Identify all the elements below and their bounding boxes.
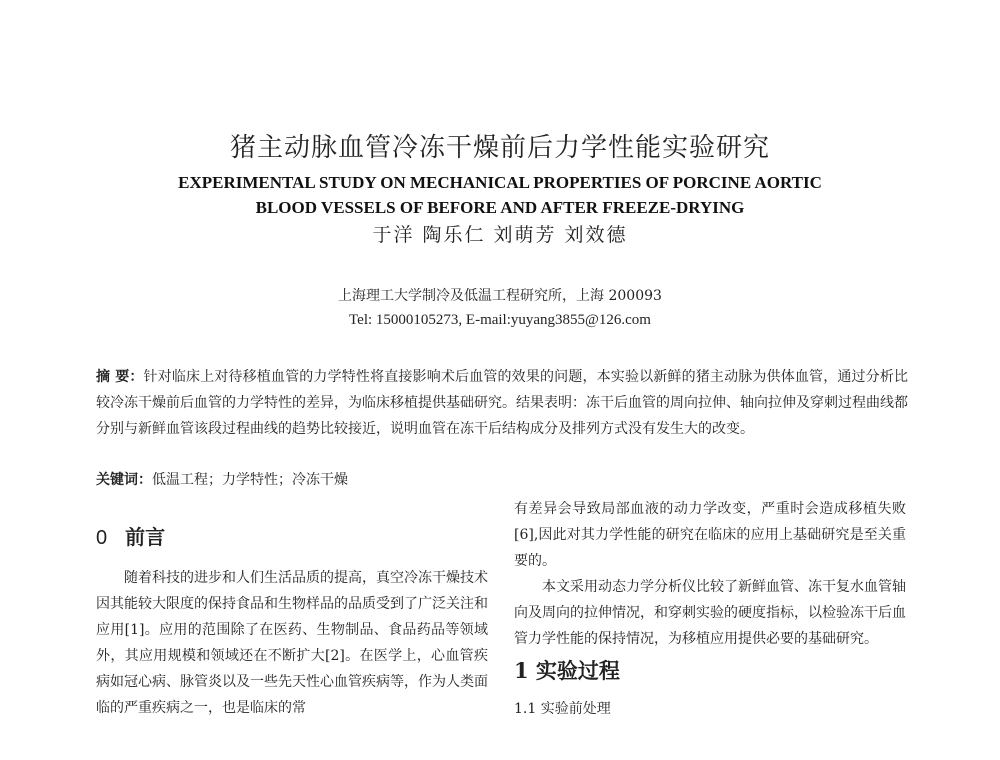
right-paragraph-2: 本文采用动态力学分析仪比较了新鲜血管、冻干复水血管轴向及周向的拉伸情况，和穿刺实验的硬度指标，以检验冻干后血管力学性能的保持情况，为移植应用提供必要的基础研究。 [514, 579, 906, 647]
left-column [96, 512, 488, 721]
section-0-number: 0 [96, 527, 108, 549]
keywords [96, 469, 908, 489]
keywords-text: 低温工程；力学特性；冷冻干燥 [152, 472, 348, 488]
introduction-paragraph: 随着科技的进步和人们生活品质的提高，真空冷冻干燥技术因其能较大限度的保持食品和生物样品的品质受到了广泛关注和应用[1]。应用的范围除了在医药、生物制品、食品药品等领域外，其应用规模和领域还在不断扩大[2]。在医学上，心血管疾病如冠心病、脉管炎以及一些先天性心血管疾病等，作为人类面临的严重疾病之一，也是临床的常 [96, 570, 488, 716]
title-english [80, 170, 920, 220]
authors: 于洋 陶乐仁 刘萌芳 刘效德 [372, 224, 628, 246]
right-column [514, 496, 906, 722]
affiliation: 上海理工大学制冷及低温工程研究所，上海 200093 [338, 288, 662, 304]
abstract [96, 364, 908, 442]
section-0-title: 前言 [125, 525, 166, 549]
abstract-text: 针对临床上对待移植血管的力学特性将直接影响术后血管的效果的问题，本实验以新鲜的猪主动脉为供体血管，通过分析比较冷冻干燥前后血管的力学特性的差异，为临床移植提供基础研究。结果表明：冻干后血管的周向拉伸、轴向拉伸及穿刺过程曲线都分别与新鲜血管该段过程曲线的趋势比较接近，说明血管在冻干后结构成分及排列方式没有发生大的改变。 [96, 369, 908, 437]
abstract-label: 摘 要： [96, 369, 144, 385]
section-1-heading: 1 实验过程 [514, 658, 620, 683]
title-english-line-1: EXPERIMENTAL STUDY ON MECHANICAL PROPERTIES OF PORCINE AORTIC [178, 173, 822, 192]
title-chinese: 猪主动脉血管冷冻干燥前后力学性能实验研究 [229, 133, 770, 163]
contact-info: Tel: 15000105273, E-mail:yuyang3855@126.com [349, 312, 651, 328]
section-0-heading [96, 522, 488, 553]
title-english-line-2: BLOOD VESSELS OF BEFORE AND AFTER FREEZE-DRYING [255, 198, 745, 217]
right-paragraph-1: 有差异会导致局部血液的动力学改变，严重时会造成移植失败[6],因此对其力学性能的研究在临床的应用上基础研究是至关重要的。 [514, 501, 906, 569]
keywords-label: 关键词： [96, 472, 152, 488]
subsection-1-1-heading: 1.1 实验前处理 [514, 701, 611, 717]
